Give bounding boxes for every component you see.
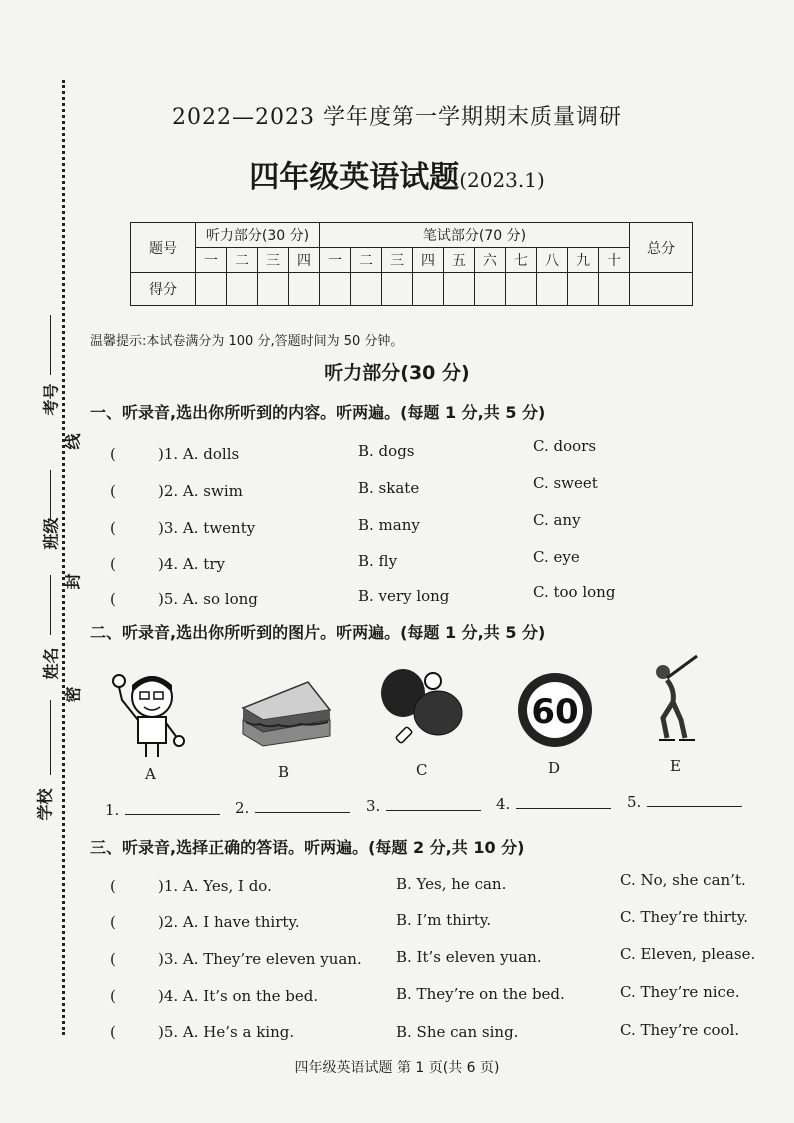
pic-label-c: C [416, 761, 428, 779]
written-col: 七 [506, 248, 537, 273]
written-col: 六 [475, 248, 506, 273]
pic-label-a: A [145, 765, 156, 783]
answer-paren[interactable]: ( [110, 1023, 116, 1041]
s3-q3-a: )3. A. They’re eleven yuan. [158, 950, 362, 968]
s3-q3-b: B. It’s eleven yuan. [396, 948, 542, 966]
answer-paren[interactable]: ( [110, 913, 116, 931]
score-input-cell[interactable] [506, 273, 537, 306]
page-footer: 四年级英语试题 第 1 页(共 6 页) [294, 1060, 500, 1076]
section1-title: 一、听录音,选出你所听到的内容。听两遍。(每题 1 分,共 5 分) [90, 403, 546, 422]
xingming-line-lower [50, 700, 51, 775]
s3-q1-b: B. Yes, he can. [396, 875, 507, 893]
answer-paren[interactable]: ( [110, 519, 116, 537]
score-input-cell[interactable] [320, 273, 351, 306]
s1-q3-a: )3. A. twenty [158, 519, 256, 537]
s1-q4-c: C. eye [533, 548, 580, 566]
speed-limit-sign-image [515, 670, 595, 750]
written-col: 十 [599, 248, 630, 273]
score-input-cell[interactable] [258, 273, 289, 306]
listening-col: 一 [196, 248, 227, 273]
sandwich-image [238, 680, 333, 750]
score-input-cell[interactable] [444, 273, 475, 306]
written-col: 八 [537, 248, 568, 273]
listening-col: 四 [289, 248, 320, 273]
answer-blank[interactable] [235, 798, 350, 817]
banji-label: 班级 [41, 517, 61, 550]
score-input-cell[interactable] [289, 273, 320, 306]
total-header: 总分 [630, 223, 693, 273]
s1-q4-a: )4. A. try [158, 555, 225, 573]
written-col: 三 [382, 248, 413, 273]
blank-number: 2. [235, 799, 250, 817]
blank-number: 3. [366, 797, 381, 815]
s3-q3-c: C. Eleven, please. [620, 945, 756, 963]
score-input-cell[interactable] [568, 273, 599, 306]
s1-q1-a: )1. A. dolls [158, 445, 240, 463]
score-input-cell[interactable] [382, 273, 413, 306]
xingming-line-upper [50, 575, 51, 635]
listening-col: 二 [227, 248, 258, 273]
mi-label: 密 [63, 686, 83, 703]
written-col: 一 [320, 248, 351, 273]
s3-q1-a: )1. A. Yes, I do. [158, 877, 272, 895]
xuexiao-label: 学校 [35, 788, 55, 821]
xian-label: 线 [63, 433, 83, 450]
kaohao-label: 考号 [41, 383, 61, 416]
defen-cell: 得分 [131, 273, 196, 306]
score-input-cell[interactable] [537, 273, 568, 306]
written-header: 笔试部分(70 分) [320, 223, 630, 248]
exam-title: 2022—2023 学年度第一学期期末质量调研 [172, 105, 622, 130]
xingming-label: 姓名 [41, 647, 61, 680]
listening-part-title: 听力部分(30 分) [324, 362, 470, 384]
written-col: 五 [444, 248, 475, 273]
exam-note: 温馨提示:本试卷满分为 100 分,答题时间为 50 分钟。 [90, 334, 404, 349]
written-col: 九 [568, 248, 599, 273]
s1-q1-b: B. dogs [358, 442, 415, 460]
ping-pong-image [378, 665, 468, 745]
score-input-cell[interactable] [475, 273, 506, 306]
answer-blank[interactable] [105, 800, 220, 819]
score-table [130, 222, 693, 306]
score-input-cell[interactable] [413, 273, 444, 306]
pic-label-d: D [548, 759, 561, 777]
s1-q2-b: B. skate [358, 479, 420, 497]
s1-q3-b: B. many [358, 516, 420, 534]
skater-image [645, 650, 705, 745]
written-col: 二 [351, 248, 382, 273]
s3-q4-c: C. They’re nice. [620, 983, 740, 1001]
blank-number: 1. [105, 801, 120, 819]
s1-q3-c: C. any [533, 511, 581, 529]
s3-q2-c: C. They’re thirty. [620, 908, 749, 926]
banji-line [50, 470, 51, 520]
s3-q4-a: )4. A. It’s on the bed. [158, 987, 319, 1005]
score-input-cell[interactable] [227, 273, 258, 306]
s3-q1-c: C. No, she can’t. [620, 871, 746, 889]
answer-paren[interactable]: ( [110, 950, 116, 968]
speed-limit-number: 60 [531, 692, 579, 732]
blank-number: 4. [496, 795, 511, 813]
s1-q4-b: B. fly [358, 552, 398, 570]
section2-title: 二、听录音,选出你所听到的图片。听两遍。(每题 1 分,共 5 分) [90, 623, 546, 642]
answer-paren[interactable]: ( [110, 482, 116, 500]
section3-title: 三、听录音,选择正确的答语。听两遍。(每题 2 分,共 10 分) [90, 838, 525, 857]
answer-blank[interactable] [366, 796, 481, 815]
listening-header: 听力部分(30 分) [196, 223, 320, 248]
main-title-block [0, 152, 794, 196]
s3-q2-a: )2. A. I have thirty. [158, 913, 300, 931]
tihao-cell: 题号 [131, 223, 196, 273]
total-score-cell[interactable] [630, 273, 693, 306]
pic-label-b: B [278, 763, 290, 781]
score-input-cell[interactable] [599, 273, 630, 306]
exam-date: (2023.1) [459, 168, 545, 192]
s3-q5-c: C. They’re cool. [620, 1021, 740, 1039]
answer-paren[interactable]: ( [110, 877, 116, 895]
s3-q4-b: B. They’re on the bed. [396, 985, 565, 1003]
s1-q5-a: )5. A. so long [158, 590, 258, 608]
s1-q2-c: C. sweet [533, 474, 598, 492]
s3-q5-a: )5. A. He’s a king. [158, 1023, 295, 1041]
feng-label: 封 [63, 573, 83, 590]
boy-waving-image [110, 665, 190, 760]
answer-paren[interactable]: ( [110, 555, 116, 573]
s3-q5-b: B. She can sing. [396, 1023, 519, 1041]
answer-paren[interactable]: ( [110, 445, 116, 463]
answer-blank[interactable] [496, 794, 611, 813]
s1-q5-b: B. very long [358, 587, 450, 605]
s1-q5-c: C. too long [533, 583, 616, 601]
blank-number: 5. [627, 793, 642, 811]
score-input-cell[interactable] [196, 273, 227, 306]
answer-paren[interactable]: ( [110, 987, 116, 1005]
answer-blank[interactable] [627, 792, 742, 811]
score-input-cell[interactable] [351, 273, 382, 306]
answer-paren[interactable]: ( [110, 590, 116, 608]
main-title: 四年级英语试题 [249, 160, 460, 195]
listening-col: 三 [258, 248, 289, 273]
s3-q2-b: B. I’m thirty. [396, 911, 492, 929]
binding-dotted-line [62, 80, 65, 1035]
s1-q2-a: )2. A. swim [158, 482, 243, 500]
written-col: 四 [413, 248, 444, 273]
pic-label-e: E [670, 757, 681, 775]
s1-q1-c: C. doors [533, 437, 597, 455]
